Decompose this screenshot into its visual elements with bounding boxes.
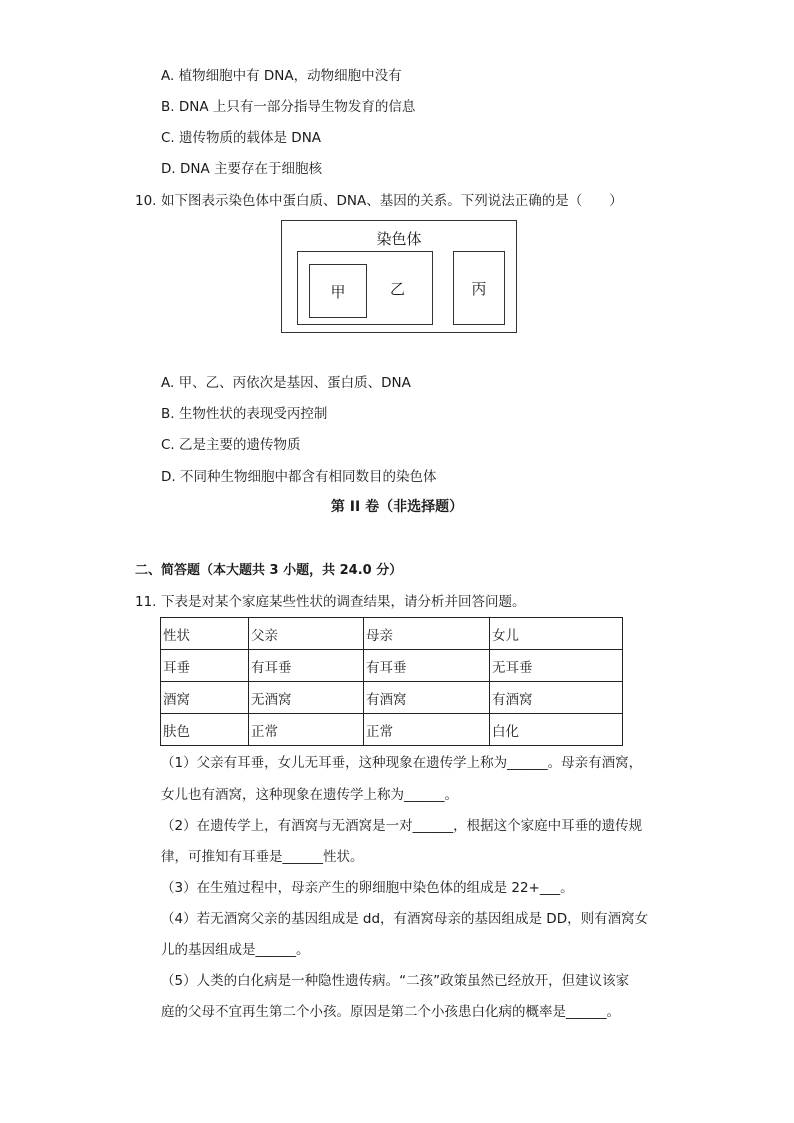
diagram-box-yi (297, 251, 433, 325)
survey-table (160, 617, 623, 746)
table-row (161, 650, 623, 682)
q11-part-3: （3）在生殖过程中，母亲产生的卵细胞中染色体的组成是 22+___。 (161, 880, 574, 896)
table-cell: 母亲 (364, 618, 490, 650)
diagram-outer-label: 染色体 (376, 230, 422, 248)
q11-stem: 下表是对某个家庭某些性状的调查结果，请分析并回答问题。 (161, 594, 526, 610)
table-cell: 有酒窝 (364, 682, 490, 714)
table-cell: 有耳垂 (249, 650, 364, 682)
q9-option-b: B. DNA 上只有一部分指导生物发育的信息 (161, 99, 416, 115)
table-header-row (161, 618, 623, 650)
q11-part-2a: （2）在遗传学上，有酒窝与无酒窝是一对______，根据这个家庭中耳垂的遗传规 (161, 818, 643, 834)
q10-option-b: B. 生物性状的表现受丙控制 (161, 406, 328, 422)
q11-part-5b: 庭的父母不宜再生第二个小孩。原因是第二个小孩患白化病的概率是______。 (161, 1004, 620, 1020)
table-cell: 白化 (490, 714, 623, 746)
q9-option-d: D. DNA 主要存在于细胞核 (161, 161, 322, 177)
diagram-box-jia (309, 264, 367, 318)
table-cell: 肤色 (161, 714, 249, 746)
q10-number: 10. (135, 193, 157, 209)
table-cell: 无酒窝 (249, 682, 364, 714)
table-cell: 耳垂 (161, 650, 249, 682)
q11-part-4a: （4）若无酒窝父亲的基因组成是 dd，有酒窝母亲的基因组成是 DD，则有酒窝女 (161, 911, 649, 927)
q11-part-2b: 律，可推知有耳垂是______性状。 (161, 849, 364, 865)
table-cell: 酒窝 (161, 682, 249, 714)
section-title: 二、简答题（本大题共 3 小题，共 24.0 分） (135, 563, 403, 578)
table-cell: 正常 (364, 714, 490, 746)
volume-title: 第 II 卷（非选择题） (330, 499, 464, 515)
table-cell: 无耳垂 (490, 650, 623, 682)
q9-option-a: A. 植物细胞中有 DNA，动物细胞中没有 (161, 68, 402, 84)
table-cell: 正常 (249, 714, 364, 746)
table-cell: 女儿 (490, 618, 623, 650)
q10-option-a: A. 甲、乙、丙依次是基因、蛋白质、DNA (161, 375, 411, 391)
diagram-bing-label: 丙 (471, 279, 487, 298)
table-row (161, 682, 623, 714)
q11-number: 11. (135, 594, 157, 610)
diagram-yi-label: 乙 (390, 279, 406, 298)
q9-option-c: C. 遗传物质的载体是 DNA (161, 130, 322, 146)
q11-part-1a: （1）父亲有耳垂，女儿无耳垂，这种现象在遗传学上称为______。母亲有酒窝， (161, 755, 643, 771)
table-row (161, 714, 623, 746)
q11-part-1b: 女儿也有酒窝，这种现象在遗传学上称为______。 (161, 787, 458, 803)
q10-option-c: C. 乙是主要的遗传物质 (161, 437, 301, 453)
diagram-box-bing (453, 251, 505, 325)
diagram-jia-label: 甲 (330, 282, 346, 301)
chromosome-diagram (281, 220, 517, 333)
table-cell: 父亲 (249, 618, 364, 650)
q10-option-d: D. 不同种生物细胞中都含有相同数目的染色体 (161, 469, 437, 485)
q11-part-5a: （5）人类的白化病是一种隐性遗传病。“二孩”政策虽然已经放开，但建议该家 (161, 973, 630, 989)
table-cell: 有耳垂 (364, 650, 490, 682)
q10-stem: 如下图表示染色体中蛋白质、DNA、基因的关系。下列说法正确的是（ ） (161, 193, 623, 209)
table-cell: 性状 (161, 618, 249, 650)
table-cell: 有酒窝 (490, 682, 623, 714)
q11-part-4b: 儿的基因组成是______。 (161, 942, 310, 958)
